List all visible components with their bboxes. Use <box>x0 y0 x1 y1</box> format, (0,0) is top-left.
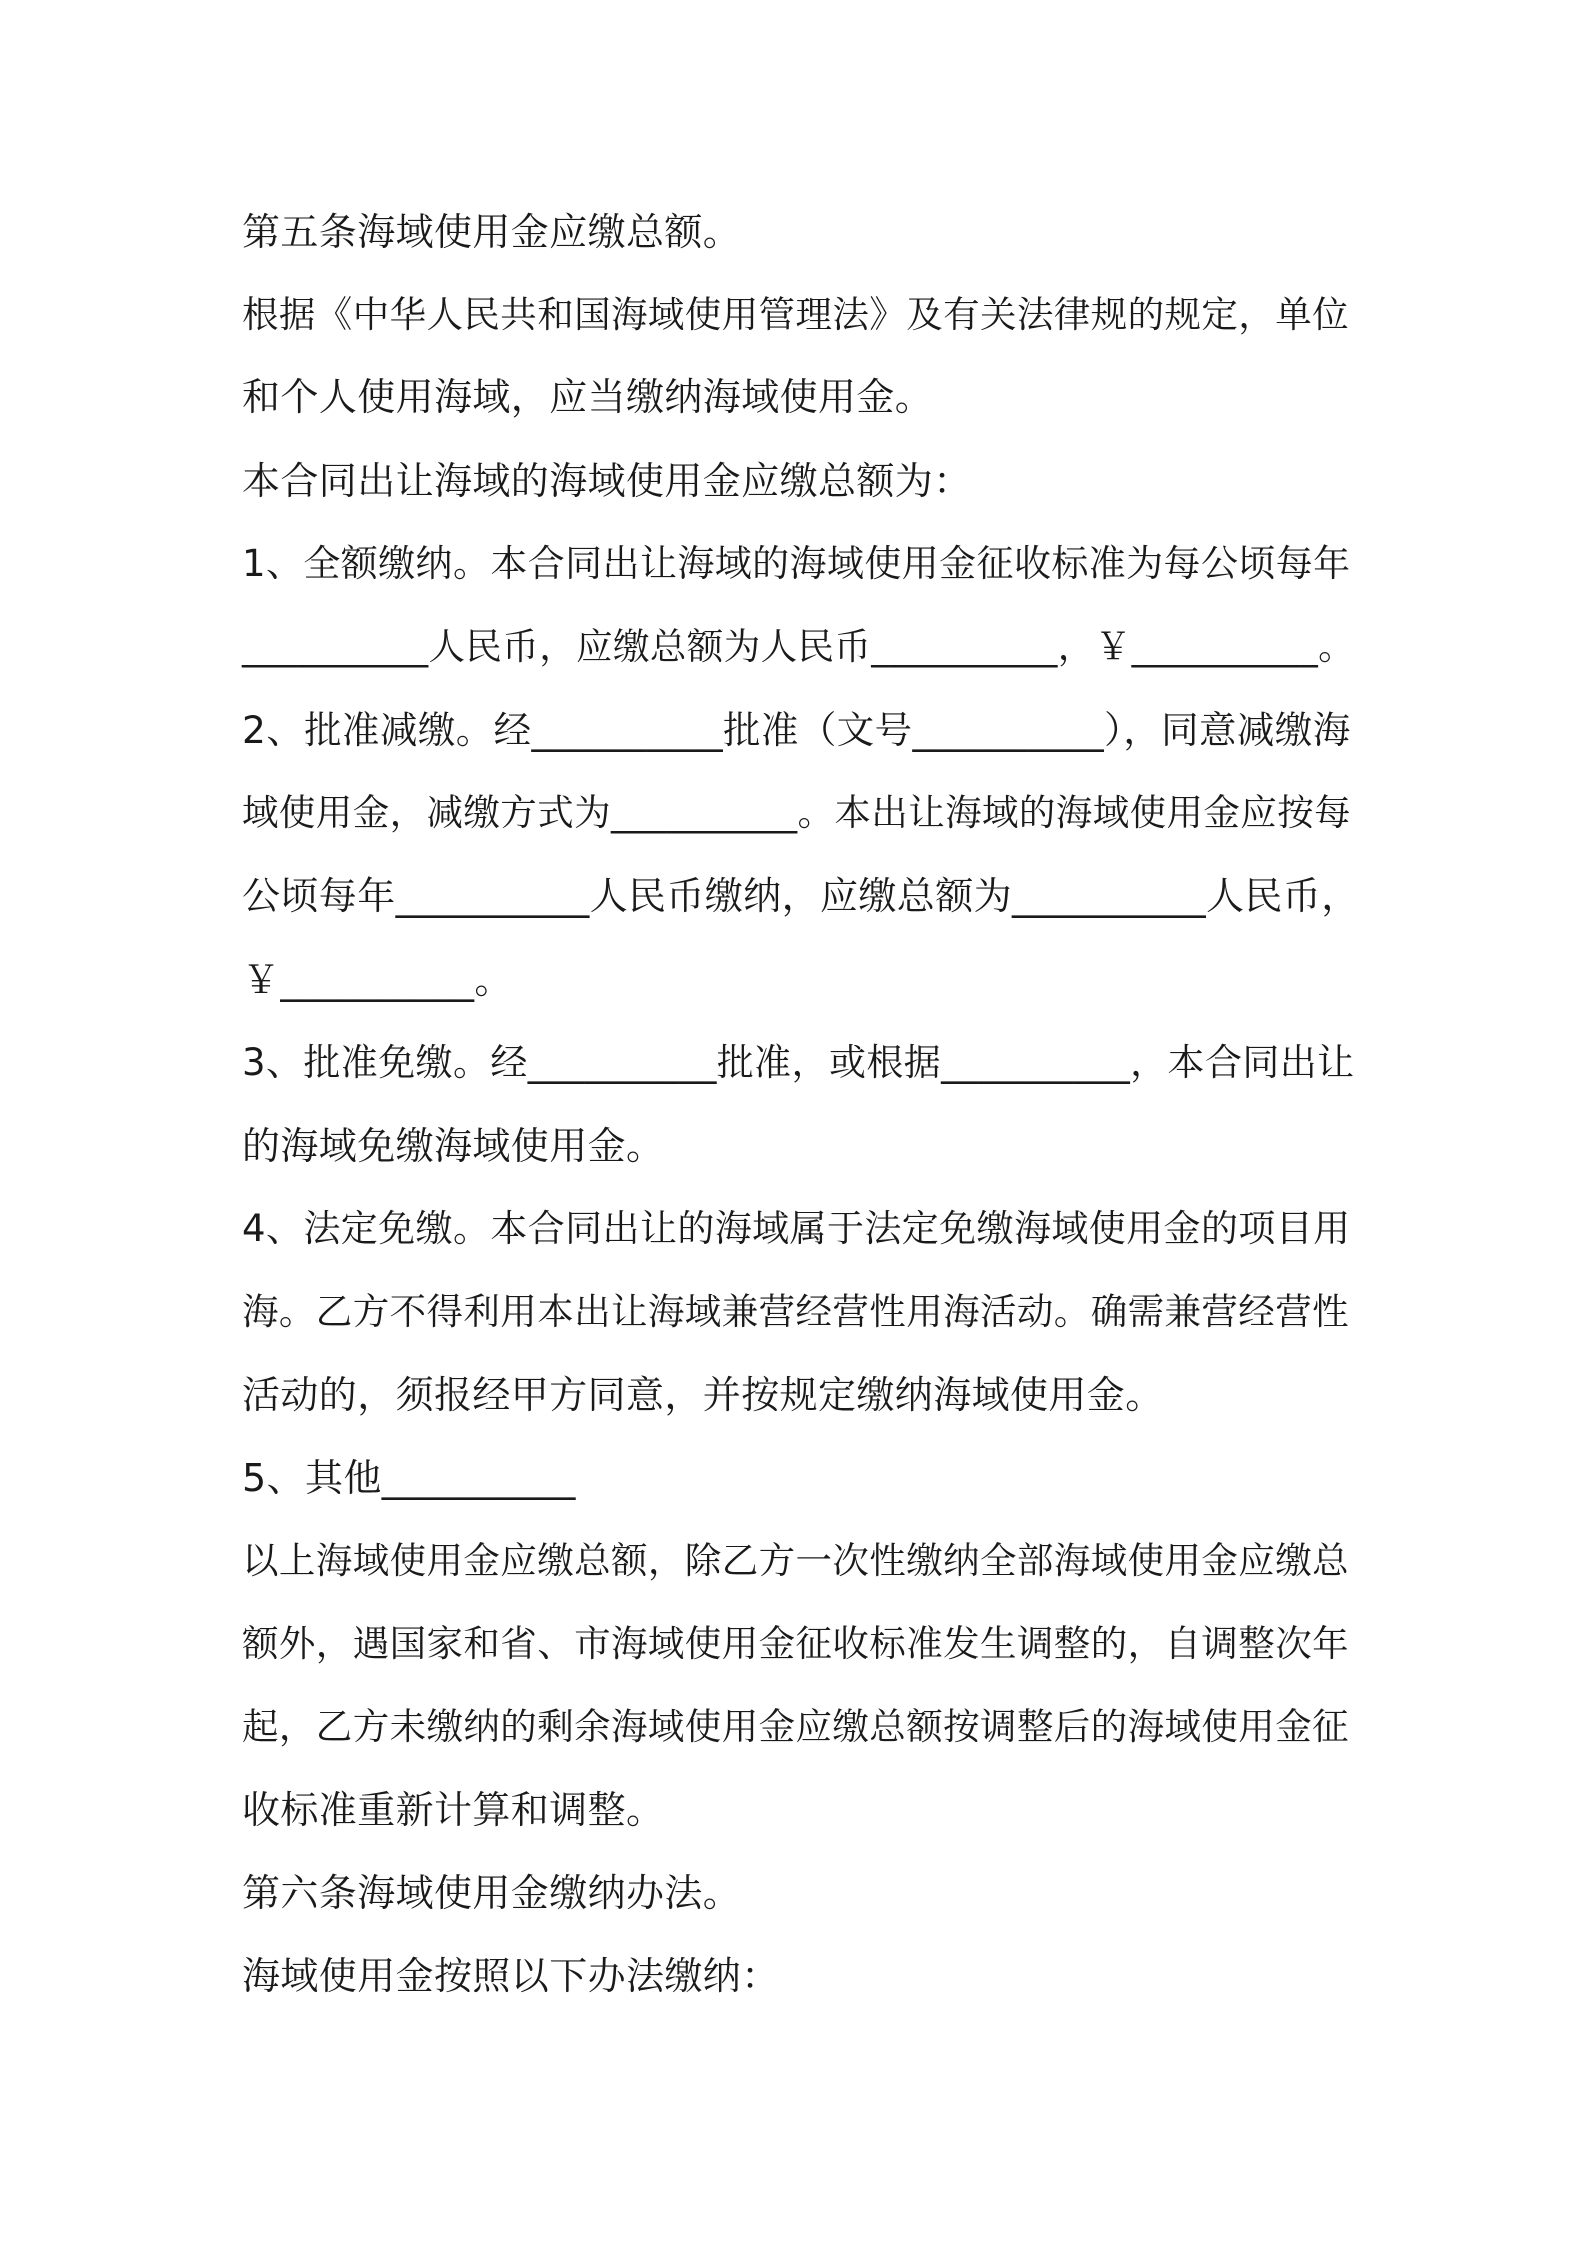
paragraph-line: 以上海域使用金应缴总额，除乙方一次性缴纳全部海域使用金应缴总 <box>242 1539 1349 1582</box>
clause-4-line: 4、法定免缴。本合同出让的海域属于法定免缴海域使用金的项目用 <box>242 1207 1351 1250</box>
clause-5-line: 5、其他__________ <box>242 1456 576 1500</box>
clause-2-line: 公顷每年__________人民币缴纳，应缴总额为__________人民币， <box>242 874 1360 918</box>
paragraph-line: 根据《中华人民共和国海域使用管理法》及有关法律规的规定，单位 <box>242 293 1349 336</box>
paragraph-line: 额外，遇国家和省、市海域使用金征收标准发生调整的，自调整次年 <box>242 1622 1349 1665</box>
paragraph-line: 本合同出让海域的海域使用金应缴总额为： <box>242 459 972 503</box>
clause-3-line: 的海域免缴海域使用金。 <box>242 1124 665 1168</box>
paragraph-line: 收标准重新计算和调整。 <box>242 1788 665 1832</box>
article-6-heading: 第六条海域使用金缴纳办法。 <box>242 1871 742 1915</box>
paragraph-line: 海域使用金按照以下办法缴纳： <box>242 1954 780 1998</box>
clause-2-line: 域使用金，减缴方式为__________。本出让海域的海域使用金应按每 <box>242 791 1351 834</box>
paragraph-line: 起，乙方未缴纳的剩余海域使用金应缴总额按调整后的海域使用金征 <box>242 1705 1349 1748</box>
clause-1-line: 1、全额缴纳。本合同出让海域的海域使用金征收标准为每公顷每年 <box>242 542 1351 585</box>
clause-4-line: 活动的，须报经甲方同意，并按规定缴纳海域使用金。 <box>242 1373 1164 1417</box>
clause-2-line: ￥__________。 <box>242 958 513 1002</box>
paragraph-line: 和个人使用海域，应当缴纳海域使用金。 <box>242 375 934 419</box>
clause-1-line: __________人民币，应缴总额为人民币__________，￥__________。 <box>242 625 1355 668</box>
clause-3-line: 3、批准免缴。经__________批准，或根据__________，本合同出让 <box>242 1041 1355 1084</box>
clause-4-line: 海。乙方不得利用本出让海域兼营经营性用海活动。确需兼营经营性 <box>242 1290 1349 1333</box>
article-5-heading: 第五条海域使用金应缴总额。 <box>242 210 742 254</box>
clause-2-line: 2、批准减缴。经__________批准（文号__________），同意减缴海 <box>242 708 1351 752</box>
